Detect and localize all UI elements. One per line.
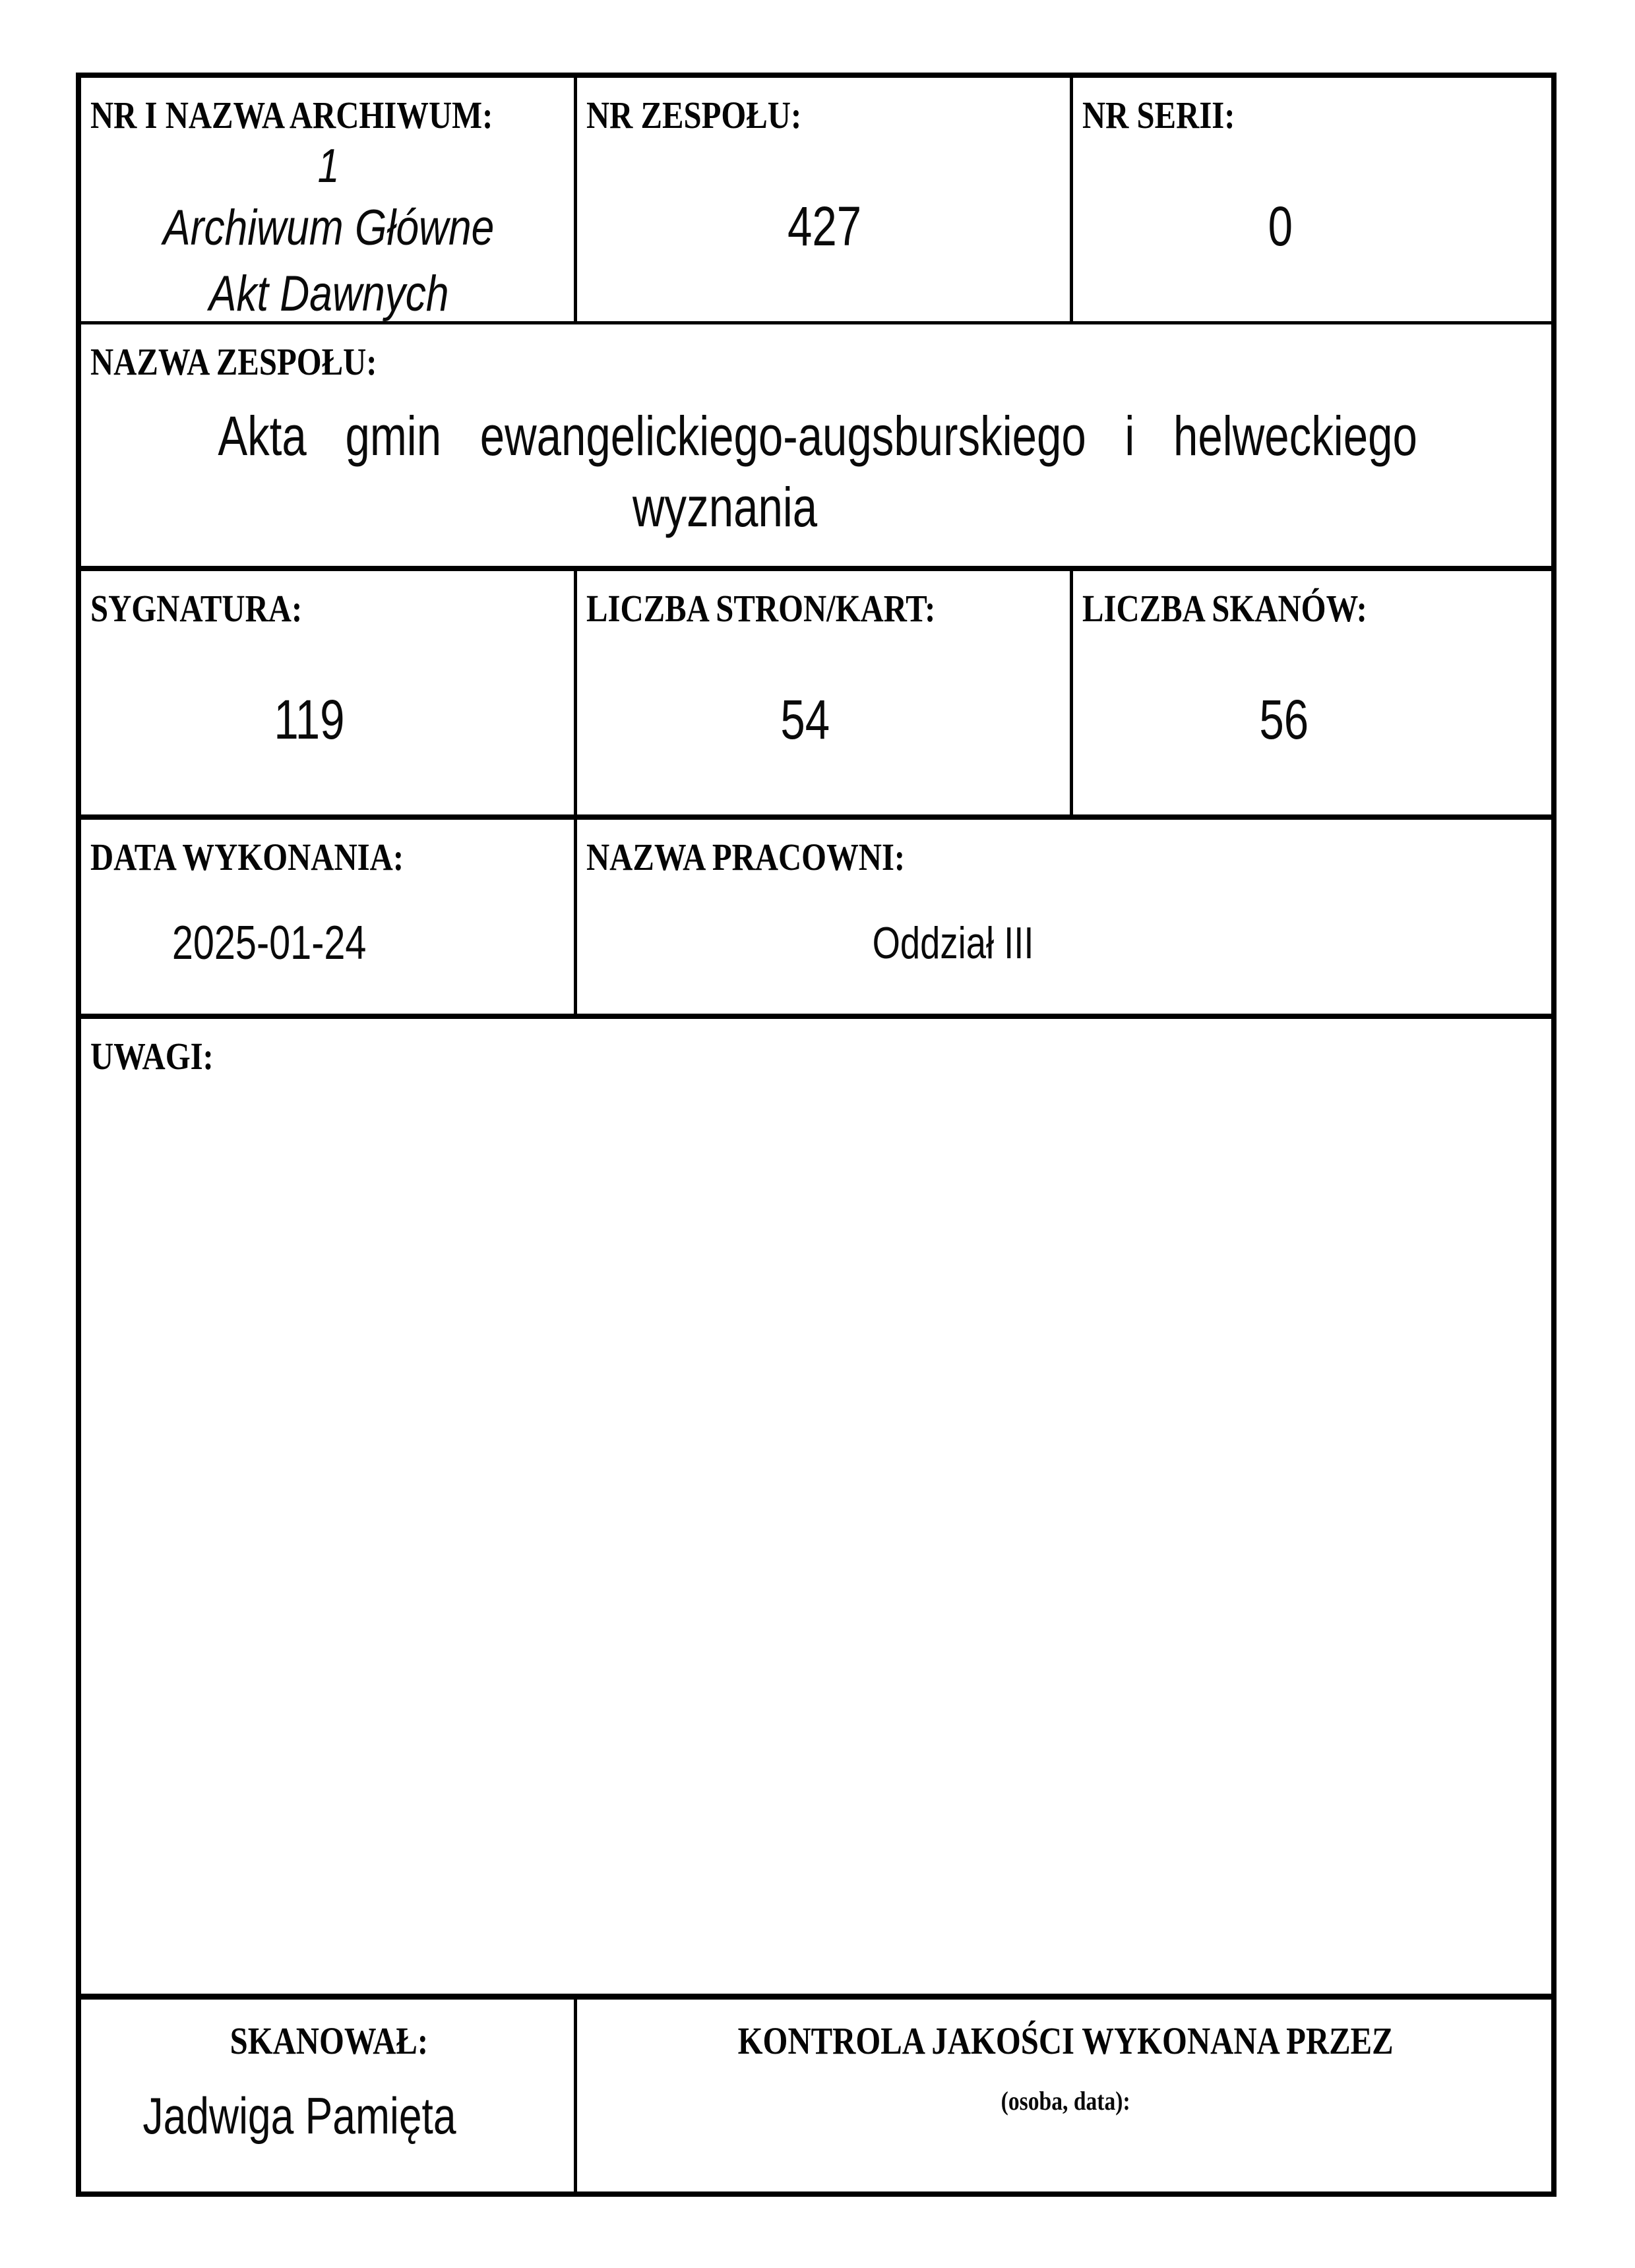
cell-quality-control [574, 2000, 1551, 2191]
row-counts [81, 566, 1551, 814]
cell-workshop [574, 820, 1551, 1014]
cell-pages-count [574, 571, 1070, 814]
workshop-label: NAZWA PRACOWNI: [586, 836, 906, 878]
archive-label: NR I NAZWA ARCHIWUM: [90, 94, 493, 137]
signature-value: 119 [273, 688, 345, 751]
cell-signature [81, 571, 574, 814]
workshop-value: Oddział III [873, 918, 1034, 968]
signature-label: SYGNATURA: [90, 587, 303, 630]
scan-date-value: 2025-01-24 [172, 917, 367, 969]
fond-number-value: 427 [787, 195, 862, 257]
quality-control-sublabel: (osoba, data): [1001, 2086, 1130, 2116]
quality-control-value [586, 2117, 1545, 2168]
series-number-label: NR SERII: [1082, 94, 1235, 137]
cell-series-number [1070, 78, 1551, 321]
cell-fond-name [81, 321, 1551, 566]
row-signoff [81, 1994, 1551, 2191]
scan-date-label: DATA WYKONANIA: [90, 836, 404, 878]
archive-name-line-2: Akt Dawnych [208, 266, 449, 321]
fond-name-line-2: wyznania [632, 476, 818, 538]
archive-number: 1 [318, 140, 340, 193]
cell-archive [81, 78, 574, 321]
cell-remarks [81, 1014, 1551, 1994]
pages-count-label: LICZBA STRON/KART: [586, 587, 936, 630]
archive-metadata-table [76, 73, 1557, 2197]
scans-count-label: LICZBA SKANÓW: [1082, 587, 1367, 630]
scanned-by-value: Jadwiga Pamięta [142, 2086, 456, 2145]
scanned-by-label: SKANOWAŁ: [230, 2019, 428, 2062]
pages-count-value: 54 [780, 688, 830, 751]
fond-name-line-1: Akta gmin ewangelickiego-augsburskiego i helweckiego [218, 405, 1417, 467]
series-number-value: 0 [1268, 195, 1293, 257]
archive-value [90, 137, 567, 321]
archive-name-line-1: Archiwum Główne [163, 200, 495, 256]
row-execution [81, 814, 1551, 1014]
quality-control-label: KONTROLA JAKOŚCI WYKONANA PRZEZ [737, 2019, 1394, 2062]
row-archive-ids [81, 78, 1551, 321]
fond-name-value [90, 384, 1545, 559]
fond-name-label: NAZWA ZESPOŁU: [90, 340, 377, 383]
remarks-value [90, 1078, 1545, 1987]
remarks-label: UWAGI: [90, 1035, 214, 1078]
fond-number-label: NR ZESPOŁU: [586, 94, 802, 137]
cell-scanned-by [81, 2000, 574, 2191]
scans-count-value: 56 [1259, 688, 1309, 751]
cell-fond-number [574, 78, 1070, 321]
cell-scans-count [1070, 571, 1551, 814]
cell-scan-date [81, 820, 574, 1014]
